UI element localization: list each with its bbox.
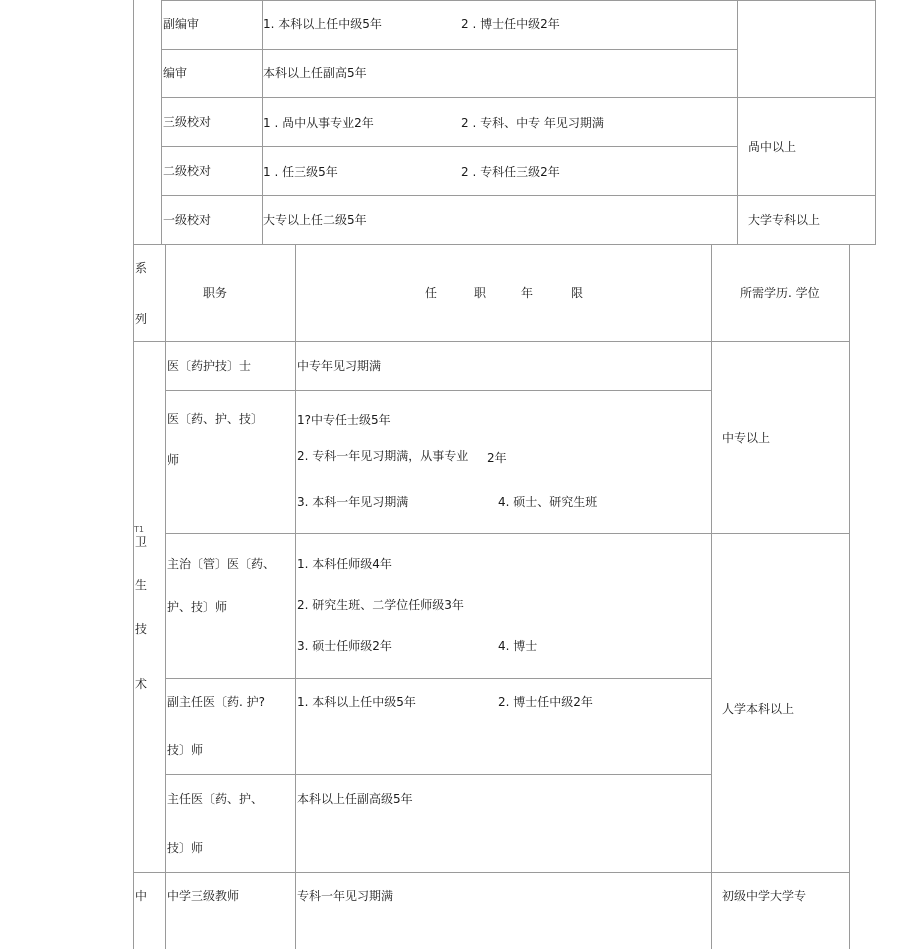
- requirement-text: 4. 博士: [498, 639, 538, 653]
- job-title-cell: 一级校对: [163, 213, 212, 227]
- education-cell: 人学本科以上: [722, 702, 795, 716]
- category-marker: T1: [134, 525, 144, 534]
- grid-line: [133, 872, 850, 873]
- requirement-text: 1?中专任士级5年: [297, 413, 391, 427]
- requirement-text: 中专年见习期满: [297, 359, 382, 373]
- requirement-text: 4. 硕士、研究生班: [498, 495, 598, 509]
- requirement-text: 1. 本科任师级4年: [297, 557, 392, 571]
- requirement-text: 2 . 专科任三级2年: [461, 165, 560, 179]
- requirement-text: 2. 研究生班、二学位任师级3年: [297, 598, 464, 612]
- category-label: 技: [135, 622, 148, 636]
- job-title-cell: 医〔药护技〕士: [167, 359, 252, 373]
- grid-line: [165, 774, 712, 775]
- grid-line: [161, 146, 738, 147]
- job-title-cell: 技〕师: [167, 743, 204, 757]
- requirement-text: 本科以上任副高5年: [263, 66, 367, 80]
- header-tenure: 职: [474, 286, 487, 300]
- requirement-text: 2. 博士任中级2年: [498, 695, 593, 709]
- education-cell: 咼中以上: [748, 140, 797, 154]
- requirement-text: 本科以上任副高级5年: [297, 792, 413, 806]
- header-tenure: 任: [425, 286, 438, 300]
- header-education: 所需学历. 学位: [740, 286, 820, 300]
- requirement-text: 3. 本科一年见习期满: [297, 495, 409, 509]
- grid-line: [161, 97, 876, 98]
- job-title-cell: 副主任医〔药. 护?: [167, 695, 265, 709]
- job-title-cell: 二级校对: [163, 164, 212, 178]
- grid-line: [849, 244, 850, 949]
- grid-line: [133, 0, 134, 949]
- education-cell: 初级中学大学专: [722, 889, 807, 903]
- header-tenure: 年: [521, 286, 534, 300]
- grid-line: [737, 0, 738, 245]
- job-title-cell: 医〔药、护、技〕: [167, 412, 264, 426]
- job-title-cell: 中学三级教师: [167, 889, 240, 903]
- requirement-text: 2 . 博士任中级2年: [461, 17, 560, 31]
- requirement-text: 1. 本科以上任中级5年: [263, 17, 382, 31]
- job-title-cell: 护、技〕师: [167, 600, 228, 614]
- header-position: 职务: [203, 286, 228, 300]
- grid-line: [161, 195, 876, 196]
- header-series: 列: [135, 312, 148, 326]
- grid-line: [165, 390, 712, 391]
- grid-line: [711, 244, 712, 949]
- grid-line: [161, 0, 162, 245]
- grid-line: [295, 244, 296, 949]
- category-label: 生: [135, 578, 148, 592]
- requirement-text: 1 . 咼中从事专业2年: [263, 116, 374, 130]
- requirement-text: 3. 硕士任师级2年: [297, 639, 392, 653]
- grid-line: [165, 244, 166, 949]
- header-series: 系: [135, 261, 148, 275]
- category-label: 中: [135, 889, 148, 903]
- grid-line: [165, 678, 712, 679]
- header-tenure: 限: [571, 286, 584, 300]
- education-cell: 中专以上: [722, 431, 771, 445]
- requirement-text: 2 . 专科、中专 年见习期满: [461, 116, 604, 130]
- grid-line: [133, 244, 876, 245]
- job-title-cell: 技〕师: [167, 841, 204, 855]
- grid-line: [133, 341, 850, 342]
- category-label: 术: [135, 677, 148, 691]
- grid-line: [875, 0, 876, 245]
- requirement-text: 大专以上任二级5年: [263, 213, 367, 227]
- grid-line: [161, 0, 876, 1]
- job-title-cell: 师: [167, 453, 180, 467]
- job-title-cell: 副编审: [163, 17, 200, 31]
- job-title-cell: 主任医〔药、护、: [167, 792, 264, 806]
- category-label: 卫: [135, 535, 148, 549]
- requirement-text: 2年: [487, 451, 507, 465]
- job-title-cell: 主治〔管〕医〔药、: [167, 557, 276, 571]
- education-cell: 大学专科以上: [748, 213, 821, 227]
- job-title-cell: 编审: [163, 66, 188, 80]
- grid-line: [161, 49, 738, 50]
- grid-line: [165, 533, 850, 534]
- job-title-cell: 三级校对: [163, 115, 212, 129]
- requirement-text: 1 . 任三级5年: [263, 165, 338, 179]
- requirement-text: 专科一年见习期满: [297, 889, 394, 903]
- requirement-text: 2. 专科一年见习期满，从事专业: [297, 449, 469, 463]
- requirement-text: 1. 本科以上任中级5年: [297, 695, 416, 709]
